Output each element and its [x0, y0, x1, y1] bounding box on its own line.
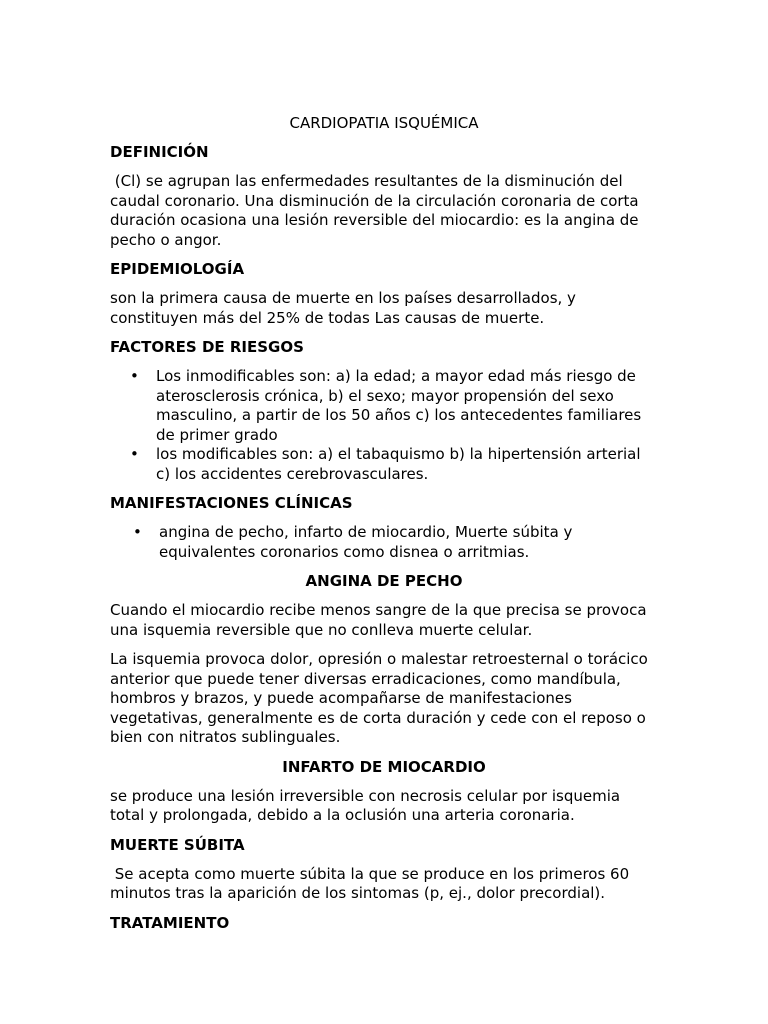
- heading-tratamiento: TRATAMIENTO: [110, 913, 230, 932]
- list-item: [110, 367, 658, 445]
- heading-muerte-subita: MUERTE SÚBITA: [110, 835, 245, 854]
- paragraph-angina-1: Cuando el miocardio recibe menos sangre de la que precisa se provoca una isquemia reversible que no conlleva muerte celular.: [110, 601, 647, 639]
- list-item-text: Los inmodificables son: a) la edad; a mayor edad más riesgo de aterosclerosis crónica, b) el sexo; mayor propensión del sexo masculino, a partir de los 50 años c) los antecedentes familiares de primer grado: [156, 367, 642, 444]
- factores-list: [110, 367, 658, 484]
- paragraph-infarto: se produce una lesión irreversible con necrosis celular por isquemia total y prolongada, debido a la oclusión una arteria coronaria.: [110, 786, 621, 824]
- paragraph-definicion: (Cl) se agrupan las enfermedades resultantes de la disminución del caudal coronario. Una disminución de la circulación coronaria de corta duración ocasiona una lesión reversible del miocardio: es la angina de pecho o angor.: [110, 172, 644, 249]
- heading-epidemiologia: EPIDEMIOLOGÍA: [110, 260, 245, 278]
- heading-angina: ANGINA DE PECHO: [305, 572, 463, 590]
- paragraph-epidemiologia: son la primera causa de muerte en los países desarrollados, y constituyen más del 25% de todas Las causas de muerte.: [110, 289, 576, 327]
- paragraph-angina-2: La isquemia provoca dolor, opresión o malestar retroesternal o torácico anterior que puede tener diversas erradicaciones, como mandíbula, hombros y brazos, y puede acompañarse de manifestaciones vegetativas, generalmente es de corta duración y cede con el reposo o bien con nitratos sublinguales.: [110, 650, 648, 746]
- document-title: CARDIOPATIA ISQUÉMICA: [289, 114, 479, 132]
- bullet-icon: •: [130, 367, 139, 385]
- list-item-text: los modificables son: a) el tabaquismo b) la hipertensión arterial c) los accidentes cerebrovasculares.: [156, 445, 641, 483]
- list-item: [110, 523, 658, 562]
- list-item-text: angina de pecho, infarto de miocardio, Muerte súbita y equivalentes coronarios como disnea o arritmias.: [159, 523, 573, 561]
- bullet-icon: •: [133, 523, 142, 541]
- heading-definicion: DEFINICIÓN: [110, 143, 209, 161]
- heading-factores: FACTORES DE RIESGOS: [110, 338, 304, 356]
- paragraph-muerte-subita: Se acepta como muerte súbita la que se produce en los primeros 60 minutos tras la aparición de los sintomas (p, ej., dolor precordial).: [110, 864, 634, 902]
- manifestaciones-list: [110, 523, 658, 562]
- document-body: [110, 114, 658, 943]
- heading-manifestaciones: MANIFESTACIONES CLÍNICAS: [110, 494, 353, 512]
- bullet-icon: •: [130, 445, 139, 463]
- list-item: [110, 445, 658, 484]
- heading-infarto: INFARTO DE MIOCARDIO: [282, 757, 486, 776]
